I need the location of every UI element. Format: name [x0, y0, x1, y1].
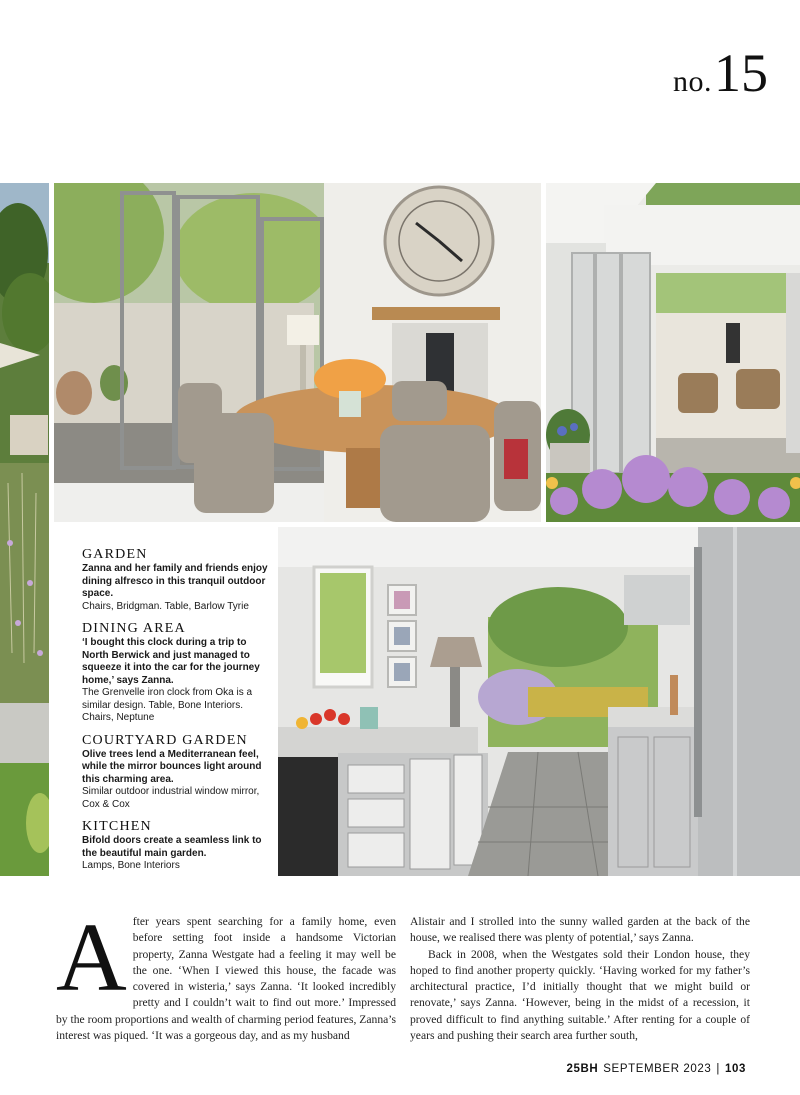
caption-credit: Lamps, Bone Interiors [82, 860, 180, 871]
caption-courtyard-garden [82, 734, 270, 812]
article-paragraph: fter years spent searching for a family home, even before setting foot inside a handsome Victorian property, Zanna Westgate had a feeling it may well be the one. ‘When I viewed this house, the facade was covered in wisteria,’ says Zanna. ‘It looked incredibly pretty and I couldn’t wait to find out more.’ Impressed by the room proportions and wealth of charming period features, Zanna’s interest was piqued. ‘It was a gorgeous day, and as my husband [56, 915, 396, 1043]
article-paragraph: Back in 2008, when the Westgates sold their London house, they hoped to find another property quickly. ‘Having worked for my father’s architectural practice, I’d initially thought that we might build or renovate,’ says Zanna. ‘However, being in the midst of a recession, it proved difficult to find anything suitable.’ After renting for a couple of years and pushing their search area further south, [410, 947, 750, 1043]
caption-description: Bifold doors create a seamless link to the beautiful main garden. [82, 835, 262, 859]
kitchen-photo [278, 527, 800, 876]
caption-description: Olive trees lend a Mediterranean feel, while the mirror bounces light around this charming area. [82, 748, 262, 785]
caption-garden [82, 548, 270, 613]
article-paragraph: Alistair and I strolled into the sunny walled garden at the back of the house, we realised there was plenty of potential,’ says Zanna. [410, 915, 750, 945]
feature-number-value: 15 [714, 43, 768, 103]
caption-credit: Chairs, Bridgman. Table, Barlow Tyrie [82, 600, 249, 612]
dining-area-photo [54, 183, 541, 522]
article-column-right [410, 914, 750, 1044]
caption-kitchen [82, 820, 270, 873]
page-footer [566, 1063, 746, 1075]
caption-credit: The Grenvelle iron clock from Oka is a similar design. Table, Bone Interiors. Chairs, Neptune [82, 687, 253, 723]
feature-number-prefix: no. [673, 65, 712, 98]
garden-photo [0, 183, 49, 876]
drop-cap: A [56, 904, 127, 1012]
caption-heading: COURTYARD GARDEN [82, 732, 248, 748]
magazine-brand: 25BH [566, 1063, 599, 1075]
caption-description: ‘I bought this clock during a trip to North Berwick and just managed to squeeze it into the car for the journey home,’ says Zanna. [82, 637, 260, 686]
photo-captions [82, 548, 270, 882]
feature-number [673, 43, 768, 103]
page-number: 103 [725, 1063, 746, 1075]
article-column-left [56, 904, 396, 1044]
caption-dining-area [82, 622, 270, 725]
caption-heading: DINING AREA [82, 621, 186, 636]
caption-description: Zanna and her family and friends enjoy dining alfresco in this tranquil outdoor space. [82, 563, 268, 599]
courtyard-garden-photo [546, 183, 800, 522]
footer-separator: | [716, 1063, 720, 1075]
issue-date: SEPTEMBER 2023 [603, 1063, 712, 1075]
caption-credit: Similar outdoor industrial window mirror, Cox & Cox [82, 786, 260, 810]
caption-heading: KITCHEN [82, 819, 152, 834]
caption-heading: GARDEN [82, 547, 148, 562]
